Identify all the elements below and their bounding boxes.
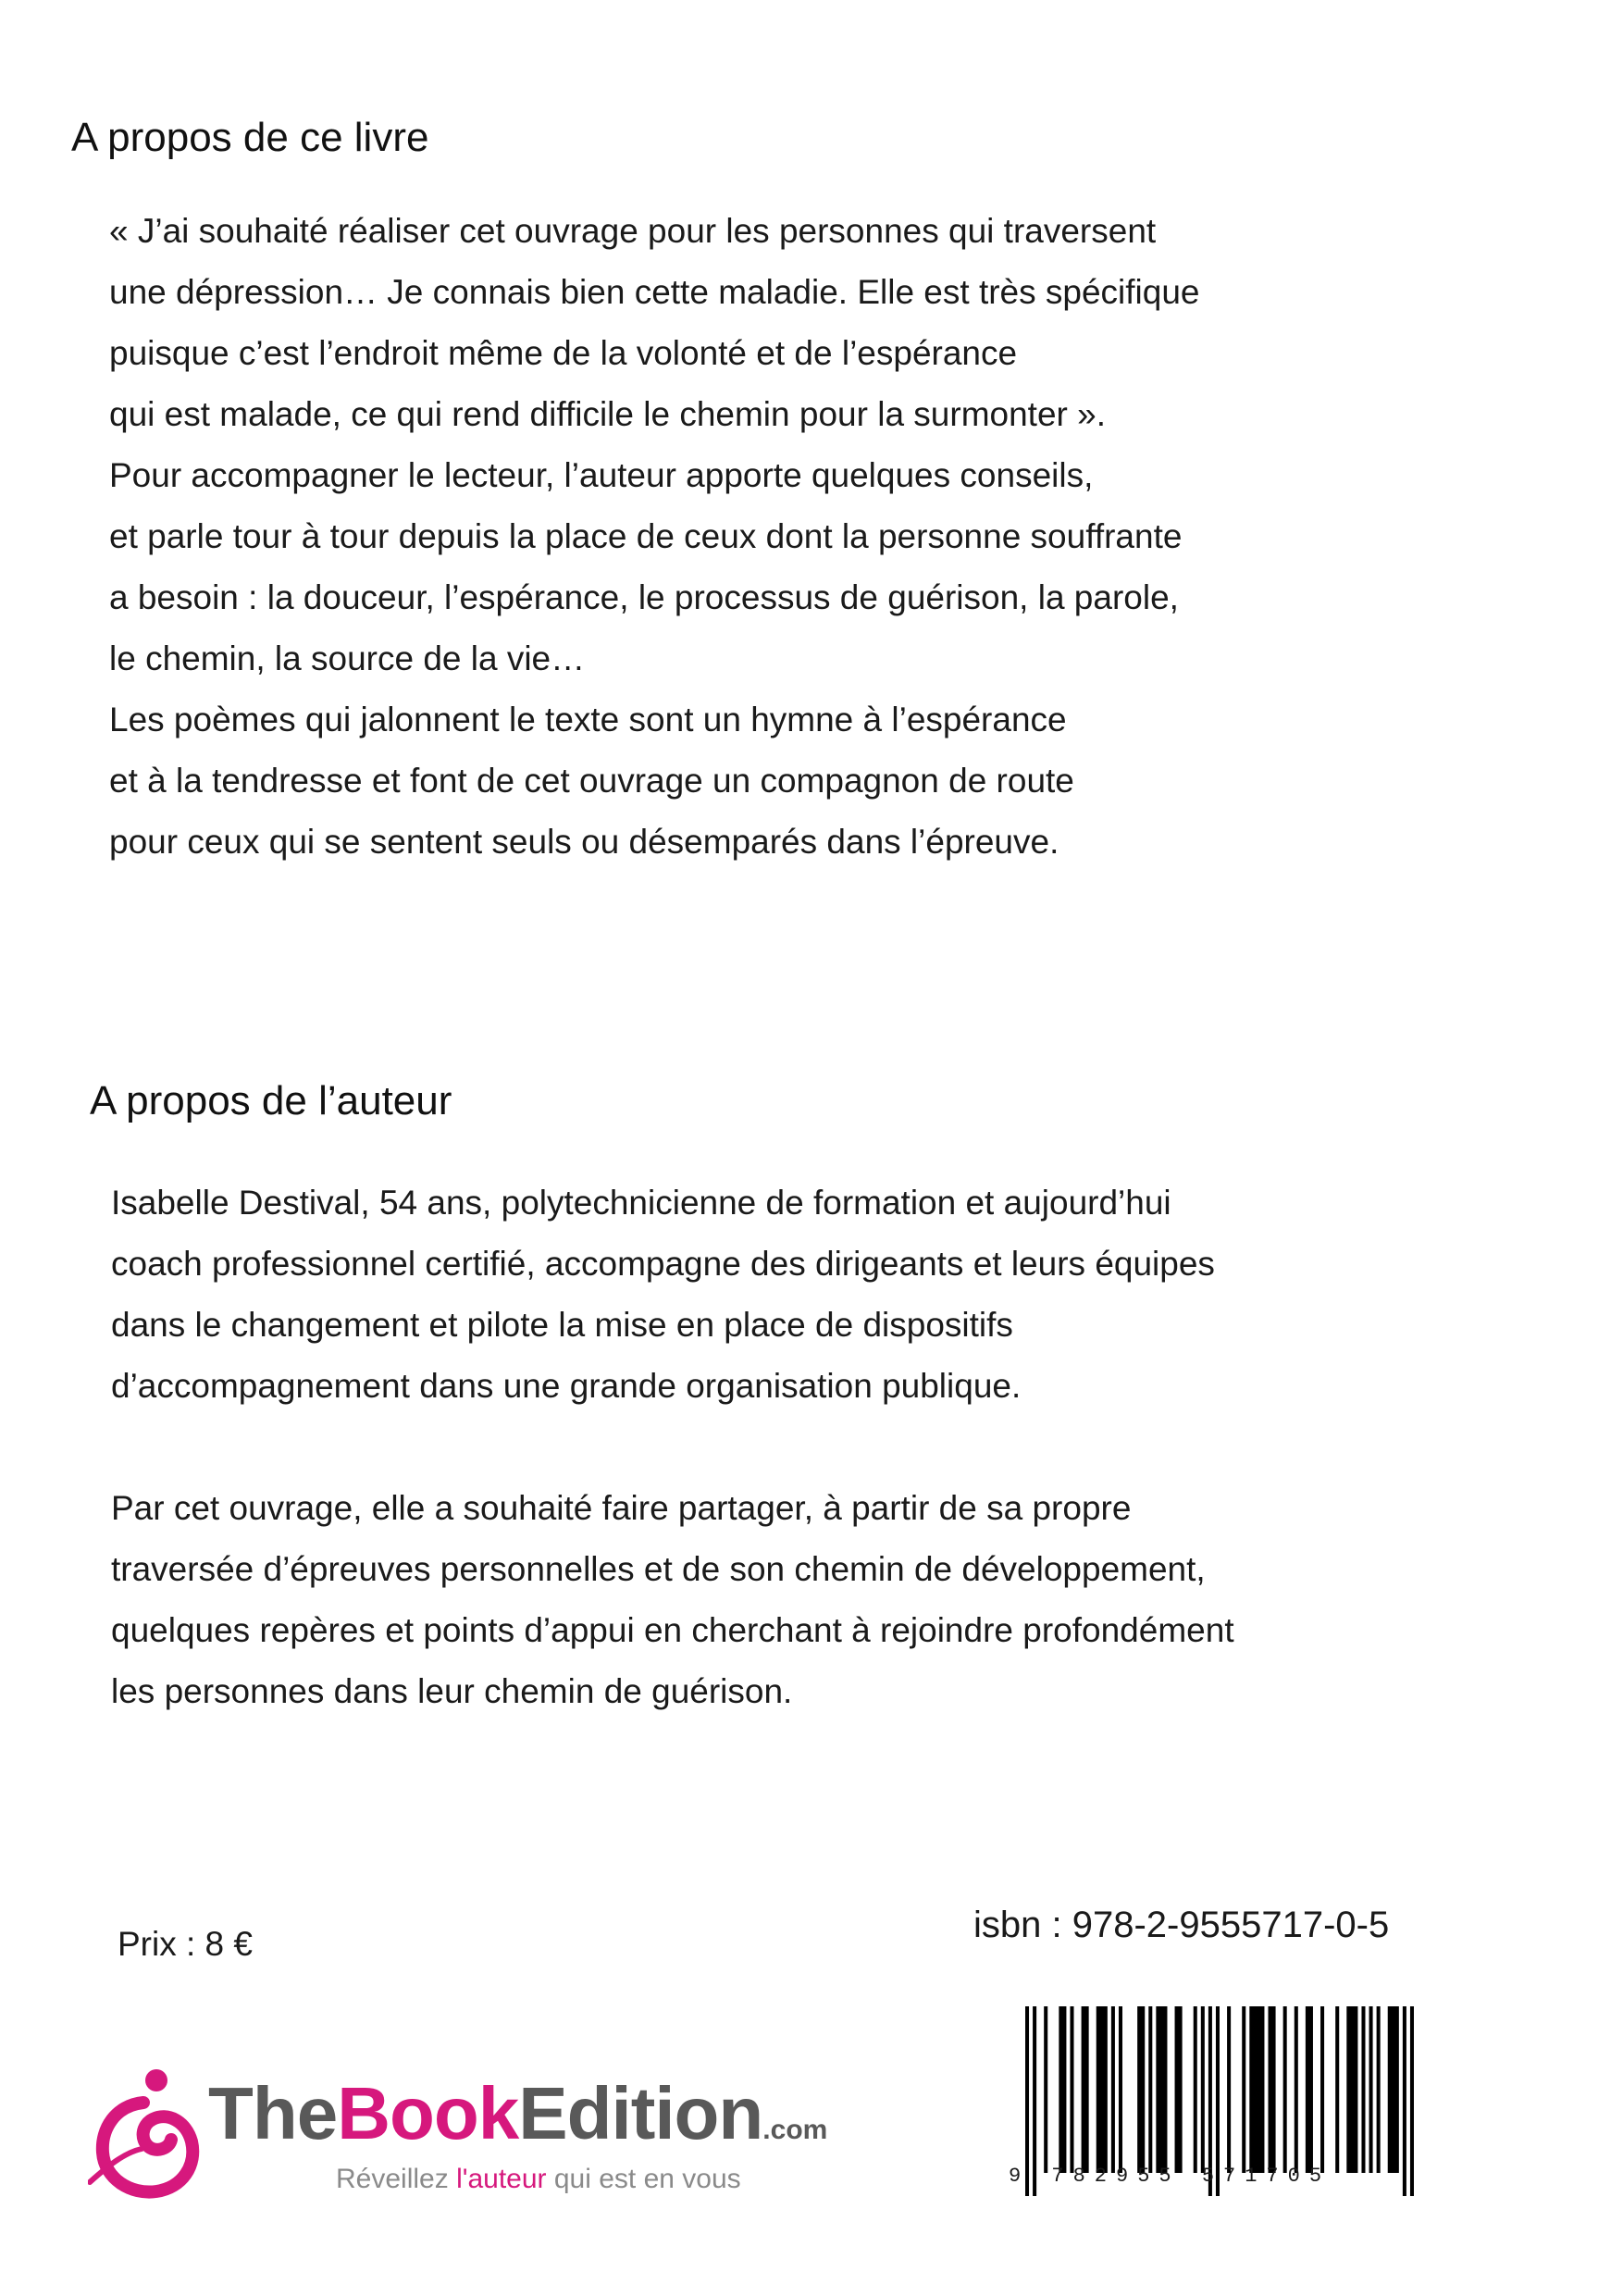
barcode-bar — [1044, 2006, 1047, 2173]
book-description-line: Pour accompagner le lecteur, l’auteur apporte quelques conseils, — [109, 456, 1094, 494]
barcode-bar — [1194, 2006, 1197, 2173]
isbn-label: isbn : 978-2-9555717-0-5 — [973, 1905, 1390, 1945]
book-description-line: pour ceux qui se sentent seuls ou désemparés dans l’épreuve. — [109, 823, 1059, 861]
tagline-part: Réveillez — [336, 2164, 457, 2194]
author-bio-line: coach professionnel certifié, accompagne des dirigeants et leurs équipes — [111, 1245, 1215, 1283]
barcode-digits: 9 782955 571705 — [1009, 2165, 1332, 2188]
barcode-bar — [1306, 2006, 1313, 2173]
book-description-line: et à la tendresse et font de cet ouvrage un compagnon de route — [109, 762, 1074, 800]
book-description-line: le chemin, la source de la vie… — [109, 639, 586, 677]
book-description-line: Les poèmes qui jalonnent le texte sont un hymne à l’espérance — [109, 701, 1067, 738]
tagline-highlight: l'auteur — [456, 2164, 547, 2194]
publisher-name-part: Book — [337, 2072, 519, 2154]
book-section-heading: A propos de ce livre — [71, 115, 429, 160]
publisher-name-part: Edition — [518, 2072, 763, 2154]
barcode-bar — [1111, 2006, 1115, 2173]
publisher-name — [208, 2072, 828, 2154]
barcode-bar — [1361, 2006, 1365, 2173]
barcode-bar — [1335, 2006, 1339, 2173]
author-purpose-line: Par cet ouvrage, elle a souhaité faire partager, à partir de sa propre — [111, 1489, 1132, 1527]
book-description-line: une dépression… Je connais bien cette maladie. Elle est très spécifique — [109, 273, 1200, 311]
author-bio-line: Isabelle Destival, 54 ans, polytechnicienne de formation et aujourd’hui — [111, 1184, 1171, 1222]
barcode-bar — [1269, 2006, 1276, 2173]
barcode-bar — [1346, 2006, 1357, 2173]
barcode-bar — [1082, 2006, 1089, 2173]
barcode-bar — [1283, 2006, 1287, 2173]
book-description-line: et parle tour à tour depuis la place de ceux dont la personne souffrante — [109, 517, 1183, 555]
barcode-bar — [1242, 2006, 1245, 2173]
publisher-name-part: The — [208, 2072, 338, 2154]
barcode-bar — [1369, 2006, 1373, 2173]
barcode-bar — [1059, 2006, 1066, 2173]
barcode-bar — [1148, 2006, 1152, 2173]
barcode-bar — [1377, 2006, 1381, 2173]
barcode-bar — [1119, 2006, 1122, 2173]
book-description-line: a besoin : la douceur, l’espérance, le processus de guérison, la parole, — [109, 578, 1179, 616]
author-purpose-line: quelques repères et points d’appui en cherchant à rejoindre profondément — [111, 1611, 1234, 1649]
barcode-bar — [1175, 2006, 1183, 2173]
barcode-bar — [1156, 2006, 1167, 2173]
barcode-bar — [1070, 2006, 1073, 2173]
barcode-bar — [1137, 2006, 1145, 2173]
book-description-line: puisque c’est l’endroit même de la volonté et de l’espérance — [109, 334, 1018, 372]
book-description-line: « J’ai souhaité réaliser cet ouvrage pour les personnes qui traversent — [109, 212, 1157, 250]
publisher-logo — [88, 2064, 847, 2212]
barcode-bar — [1096, 2006, 1108, 2173]
author-bio-line: d’accompagnement dans une grande organisation publique. — [111, 1367, 1022, 1405]
author-bio-line: dans le changement et pilote la mise en place de dispositifs — [111, 1306, 1013, 1344]
barcode-bar — [1201, 2006, 1205, 2173]
barcode-bar — [1249, 2006, 1264, 2173]
publisher-tagline — [336, 2164, 741, 2195]
author-section-heading: A propos de l’auteur — [90, 1078, 452, 1123]
barcode-bar — [1295, 2006, 1298, 2173]
price-label: Prix : 8 € — [118, 1925, 253, 1963]
book-description-line: qui est malade, ce qui rend difficile le chemin pour la surmonter ». — [109, 395, 1106, 433]
publisher-logo-icon — [88, 2064, 208, 2203]
barcode-bar — [1320, 2006, 1324, 2173]
publisher-domain-suffix: .com — [762, 2115, 828, 2145]
barcode-bar — [1388, 2006, 1399, 2173]
tagline-part: qui est en vous — [546, 2164, 741, 2194]
author-purpose-line: traversée d’épreuves personnelles et de son chemin de développement, — [111, 1550, 1206, 1588]
author-purpose-line: les personnes dans leur chemin de guérison. — [111, 1672, 793, 1710]
barcode-bar — [1227, 2006, 1231, 2173]
